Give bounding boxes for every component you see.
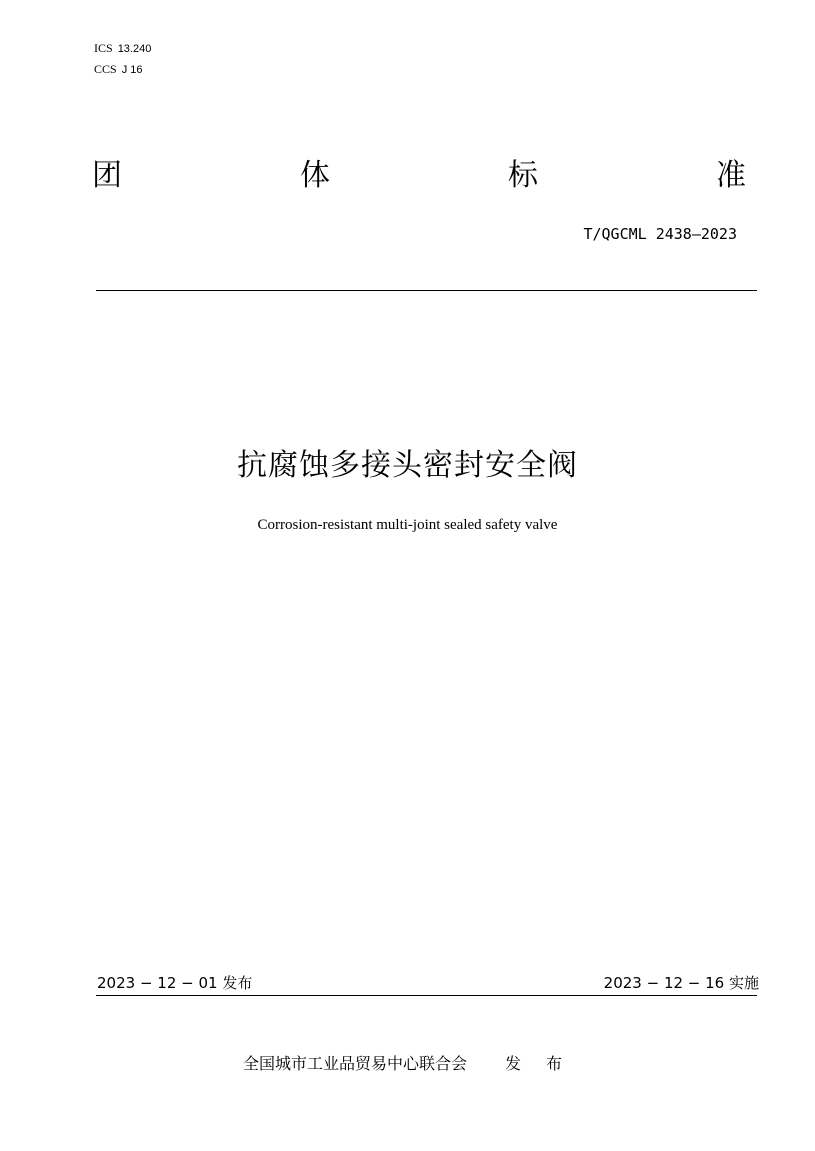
ics-code (94, 40, 151, 57)
ccs-label: CCS (94, 62, 117, 76)
implement-date: 2023 − 12 − 16 实施 (603, 974, 759, 992)
ccs-code (94, 61, 142, 78)
standard-type-char-1: 团 (92, 158, 122, 193)
title-english: Corrosion-resistant multi-joint sealed safety valve (257, 517, 558, 533)
issuer-action: 发 布 (504, 1054, 573, 1073)
ics-value: 13.240 (117, 43, 152, 55)
standard-type-char-3: 标 (508, 158, 538, 193)
issuer-line (0, 1052, 815, 1076)
bottom-divider (96, 995, 757, 996)
title-chinese: 抗腐蚀多接头密封安全阀 (237, 448, 578, 483)
ccs-value: J 16 (121, 64, 143, 76)
standard-number: T/QGCML 2438—2023 (583, 225, 737, 243)
publish-date: 2023 − 12 − 01 发布 (97, 974, 253, 992)
standard-type-char-2: 体 (300, 158, 330, 193)
standard-type-char-4: 准 (716, 158, 746, 193)
issuer-organization: 全国城市工业品贸易中心联合会 (242, 1054, 467, 1073)
top-divider (96, 290, 757, 291)
ics-label: ICS (94, 41, 113, 55)
